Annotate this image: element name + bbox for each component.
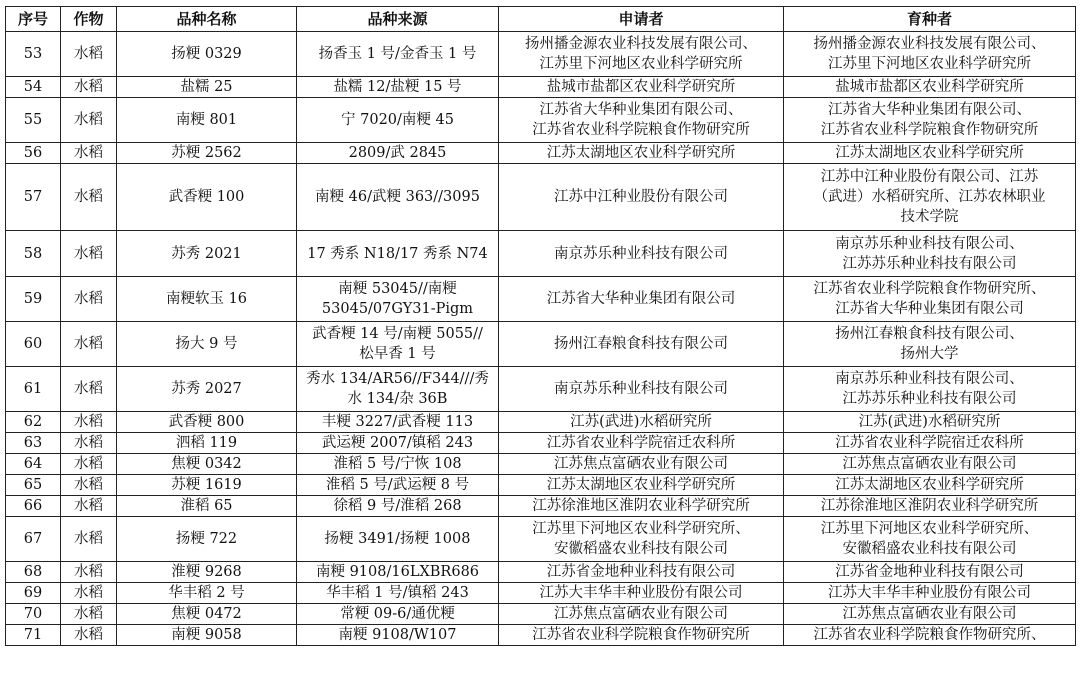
cell-no: 59 (6, 277, 61, 322)
cell-no: 58 (6, 231, 61, 277)
table-body (6, 32, 1076, 646)
cell-variety-source (297, 322, 499, 367)
table-row (6, 231, 1076, 277)
cell-applicant (499, 604, 784, 625)
cell-breeder-line: 江苏徐淮地区淮阴农业科学研究所 (820, 498, 1039, 514)
cell-breeder-line: 江苏省农业科学院粮食作物研究所、 (813, 281, 1046, 297)
cell-applicant (499, 164, 784, 231)
table-row (6, 496, 1076, 517)
cell-variety-name: 扬大 9 号 (117, 322, 297, 367)
cell-variety-name: 南粳软玉 16 (117, 277, 297, 322)
cell-applicant (499, 367, 784, 412)
cell-variety-source (297, 98, 499, 143)
cell-breeder (784, 454, 1076, 475)
cell-variety-name: 苏秀 2021 (117, 231, 297, 277)
cell-breeder-line: 江苏太湖地区农业科学研究所 (835, 145, 1024, 161)
cell-variety-source (297, 164, 499, 231)
cell-no: 68 (6, 562, 61, 583)
cell-variety-source (297, 583, 499, 604)
cell-breeder (784, 625, 1076, 646)
cell-breeder (784, 433, 1076, 454)
table-row (6, 143, 1076, 164)
header-breeder: 育种者 (784, 7, 1076, 32)
cell-applicant-line: 江苏焦点富硒农业有限公司 (554, 456, 728, 472)
cell-breeder (784, 143, 1076, 164)
cell-applicant (499, 143, 784, 164)
cell-breeder (784, 475, 1076, 496)
cell-applicant-line: 江苏省大华种业集团有限公司、 (539, 102, 743, 118)
cell-breeder (784, 562, 1076, 583)
cell-applicant (499, 322, 784, 367)
cell-variety-source (297, 517, 499, 562)
cell-crop: 水稻 (61, 412, 117, 433)
header-variety-source: 品种来源 (297, 7, 499, 32)
variety-table-sheet (5, 6, 1076, 646)
cell-variety-source (297, 625, 499, 646)
cell-variety-source-line: 53045/07GY31-Pigm (321, 301, 474, 317)
cell-breeder-line: 安徽稻盛农业科技有限公司 (842, 541, 1017, 557)
cell-crop: 水稻 (61, 604, 117, 625)
cell-no: 54 (6, 77, 61, 98)
cell-breeder (784, 496, 1076, 517)
cell-breeder-line: 江苏中江种业股份有限公司、江苏 (820, 169, 1039, 185)
cell-crop: 水稻 (61, 433, 117, 454)
cell-variety-source (297, 475, 499, 496)
header-variety-name: 品种名称 (117, 7, 297, 32)
cell-applicant-line: 江苏焦点富硒农业有限公司 (554, 606, 728, 622)
cell-applicant-line: 江苏(武进)水稻研究所 (570, 414, 712, 430)
cell-breeder-line: 江苏苏乐种业科技有限公司 (842, 255, 1017, 272)
cell-applicant-line: 南京苏乐种业科技有限公司 (554, 381, 728, 397)
cell-breeder (784, 517, 1076, 562)
cell-no: 56 (6, 143, 61, 164)
cell-variety-name: 扬粳 722 (117, 517, 297, 562)
cell-variety-source (297, 367, 499, 412)
table-row (6, 164, 1076, 231)
cell-variety-source (297, 562, 499, 583)
cell-variety-name: 焦粳 0472 (117, 604, 297, 625)
cell-breeder (784, 412, 1076, 433)
cell-variety-name: 焦粳 0342 (117, 454, 297, 475)
cell-crop: 水稻 (61, 32, 117, 77)
cell-applicant (499, 412, 784, 433)
cell-variety-source-line: 盐糯 12/盐粳 15 号 (333, 79, 462, 95)
cell-applicant-line: 江苏省农业科学院粮食作物研究所 (532, 627, 750, 643)
cell-no: 70 (6, 604, 61, 625)
cell-applicant (499, 433, 784, 454)
cell-variety-source-line: 常粳 09-6/通优粳 (340, 606, 455, 622)
cell-breeder-line: 江苏苏乐种业科技有限公司 (842, 391, 1017, 407)
cell-applicant-line: 扬州播金源农业科技发展有限公司、 (525, 36, 757, 52)
cell-breeder (784, 277, 1076, 322)
table-row (6, 98, 1076, 143)
table-row (6, 433, 1076, 454)
cell-variety-name: 南粳 9058 (117, 625, 297, 646)
cell-breeder-line: 南京苏乐种业科技有限公司、 (835, 235, 1024, 252)
cell-applicant (499, 231, 784, 277)
cell-breeder-line: 江苏省大华种业集团有限公司、 (828, 102, 1031, 118)
cell-crop: 水稻 (61, 77, 117, 98)
table-row (6, 32, 1076, 77)
cell-no: 57 (6, 164, 61, 231)
cell-variety-source-line: 宁 7020/南粳 45 (341, 112, 454, 128)
cell-applicant-line: 江苏大丰华丰种业股份有限公司 (539, 585, 743, 601)
cell-variety-name: 苏秀 2027 (117, 367, 297, 412)
cell-crop: 水稻 (61, 231, 117, 277)
cell-variety-source (297, 412, 499, 433)
cell-applicant-line: 江苏徐淮地区淮阴农业科学研究所 (532, 498, 750, 514)
cell-crop: 水稻 (61, 367, 117, 412)
header-row (6, 7, 1076, 32)
table-row (6, 77, 1076, 98)
cell-variety-source (297, 496, 499, 517)
table-row (6, 517, 1076, 562)
cell-variety-name: 南粳 801 (117, 98, 297, 143)
cell-breeder (784, 77, 1076, 98)
cell-breeder-line: 江苏省农业科学院粮食作物研究所、 (813, 627, 1046, 643)
cell-applicant (499, 583, 784, 604)
cell-breeder (784, 367, 1076, 412)
cell-applicant-line: 江苏省金地种业科技有限公司 (546, 564, 736, 580)
cell-applicant-line: 江苏太湖地区农业科学研究所 (546, 145, 736, 161)
cell-applicant-line: 江苏里下河地区农业科学研究所、 (532, 521, 750, 537)
cell-variety-source (297, 604, 499, 625)
cell-breeder (784, 604, 1076, 625)
cell-no: 60 (6, 322, 61, 367)
cell-applicant-line: 安徽稻盛农业科技有限公司 (554, 541, 728, 557)
header-crop: 作物 (61, 7, 117, 32)
table-row (6, 454, 1076, 475)
cell-applicant (499, 77, 784, 98)
cell-breeder (784, 98, 1076, 143)
cell-applicant (499, 454, 784, 475)
cell-variety-name: 武香粳 800 (117, 412, 297, 433)
table-row (6, 562, 1076, 583)
cell-no: 55 (6, 98, 61, 143)
cell-crop: 水稻 (61, 143, 117, 164)
cell-breeder-line: 南京苏乐种业科技有限公司、 (835, 371, 1024, 387)
cell-breeder-line: 江苏省金地种业科技有限公司 (835, 564, 1024, 580)
cell-breeder (784, 322, 1076, 367)
cell-breeder-line: 江苏里下河地区农业科学研究所 (828, 56, 1031, 72)
cell-variety-source-line: 秀水 134/AR56//F344///秀 (306, 371, 489, 387)
cell-crop: 水稻 (61, 496, 117, 517)
cell-variety-source (297, 77, 499, 98)
cell-breeder-line: 扬州播金源农业科技发展有限公司、 (813, 36, 1046, 52)
cell-variety-name: 武香粳 100 (117, 164, 297, 231)
cell-variety-source-line: 水 134/杂 36B (347, 391, 448, 407)
cell-variety-source-line: 南粳 53045//南粳 (338, 281, 457, 297)
table-row (6, 277, 1076, 322)
cell-variety-source-line: 淮稻 5 号/武运粳 8 号 (325, 477, 470, 493)
cell-variety-name: 苏粳 2562 (117, 143, 297, 164)
cell-no: 53 (6, 32, 61, 77)
cell-breeder (784, 583, 1076, 604)
cell-variety-name: 淮粳 9268 (117, 562, 297, 583)
cell-variety-source-line: 2809/武 2845 (348, 145, 447, 161)
cell-breeder-line: 江苏太湖地区农业科学研究所 (835, 477, 1024, 493)
cell-breeder (784, 32, 1076, 77)
cell-applicant (499, 98, 784, 143)
cell-breeder-line: 江苏焦点富硒农业有限公司 (842, 456, 1017, 472)
cell-applicant-line: 江苏省农业科学院粮食作物研究所 (532, 122, 750, 138)
table-row (6, 412, 1076, 433)
cell-breeder-line: 江苏省农业科学院宿迁农科所 (835, 435, 1024, 451)
cell-breeder-line: 江苏大丰华丰种业股份有限公司 (828, 585, 1031, 601)
cell-applicant (499, 277, 784, 322)
cell-breeder-line: 江苏省大华种业集团有限公司 (835, 301, 1024, 317)
cell-applicant (499, 475, 784, 496)
cell-variety-source-line: 南粳 9108/16LXBR686 (315, 564, 480, 580)
cell-applicant-line: 江苏省大华种业集团有限公司 (546, 291, 736, 307)
cell-applicant (499, 562, 784, 583)
cell-crop: 水稻 (61, 98, 117, 143)
cell-variety-source-line: 武香粳 14 号/南粳 5055// (312, 326, 483, 342)
cell-crop: 水稻 (61, 454, 117, 475)
cell-no: 64 (6, 454, 61, 475)
cell-applicant (499, 517, 784, 562)
cell-variety-source (297, 32, 499, 77)
cell-no: 62 (6, 412, 61, 433)
cell-variety-name: 淮稻 65 (117, 496, 297, 517)
variety-table (5, 6, 1076, 646)
cell-variety-source-line: 南粳 9108/W107 (338, 627, 457, 643)
cell-breeder-line: 江苏省农业科学院粮食作物研究所 (820, 122, 1039, 138)
cell-variety-source-line: 丰粳 3227/武香粳 113 (321, 414, 474, 430)
cell-breeder-line: 扬州江春粮食科技有限公司、 (835, 326, 1024, 342)
cell-no: 69 (6, 583, 61, 604)
cell-breeder-line: 技术学院 (900, 209, 959, 225)
table-row (6, 625, 1076, 646)
cell-breeder-line: （武进）水稻研究所、江苏农林职业 (813, 189, 1046, 205)
cell-crop: 水稻 (61, 517, 117, 562)
table-row (6, 604, 1076, 625)
cell-variety-source-line: 武运粳 2007/镇稻 243 (321, 435, 474, 451)
cell-variety-source-line: 华丰稻 1 号/镇稻 243 (326, 585, 469, 601)
cell-variety-source-line: 扬香玉 1 号/金香玉 1 号 (318, 46, 477, 62)
cell-variety-source (297, 454, 499, 475)
cell-breeder (784, 164, 1076, 231)
cell-breeder (784, 231, 1076, 277)
cell-variety-source-line: 扬粳 3491/扬粳 1008 (324, 531, 471, 547)
cell-no: 63 (6, 433, 61, 454)
cell-breeder-line: 扬州大学 (900, 346, 959, 362)
table-row (6, 322, 1076, 367)
cell-breeder-line: 江苏里下河地区农业科学研究所、 (820, 521, 1039, 537)
cell-applicant (499, 32, 784, 77)
cell-crop: 水稻 (61, 625, 117, 646)
cell-applicant-line: 江苏里下河地区农业科学研究所 (539, 56, 743, 72)
cell-variety-source-line: 松早香 1 号 (359, 346, 436, 362)
table-row (6, 475, 1076, 496)
cell-variety-source-line: 17 秀系 N18/17 秀系 N74 (307, 245, 488, 262)
cell-variety-name: 扬粳 0329 (117, 32, 297, 77)
cell-crop: 水稻 (61, 475, 117, 496)
cell-breeder-line: 江苏焦点富硒农业有限公司 (842, 606, 1017, 622)
cell-applicant-line: 盐城市盐都区农业科学研究所 (546, 79, 736, 95)
cell-crop: 水稻 (61, 583, 117, 604)
header-no: 序号 (6, 7, 61, 32)
cell-variety-name: 泗稻 119 (117, 433, 297, 454)
cell-breeder-line: 盐城市盐都区农业科学研究所 (835, 79, 1024, 95)
cell-applicant (499, 625, 784, 646)
cell-crop: 水稻 (61, 164, 117, 231)
cell-applicant (499, 496, 784, 517)
cell-variety-name: 华丰稻 2 号 (117, 583, 297, 604)
cell-variety-source-line: 淮稻 5 号/宁恢 108 (333, 456, 462, 472)
cell-variety-source (297, 277, 499, 322)
cell-variety-source-line: 南粳 46/武粳 363//3095 (315, 189, 480, 205)
table-row (6, 583, 1076, 604)
cell-applicant-line: 扬州江春粮食科技有限公司 (554, 336, 728, 352)
cell-variety-source (297, 143, 499, 164)
cell-variety-source-line: 徐稻 9 号/淮稻 268 (333, 498, 462, 514)
cell-no: 61 (6, 367, 61, 412)
table-row (6, 367, 1076, 412)
cell-breeder-line: 江苏(武进)水稻研究所 (858, 414, 1001, 430)
cell-variety-source (297, 433, 499, 454)
cell-variety-source (297, 231, 499, 277)
cell-variety-name: 苏粳 1619 (117, 475, 297, 496)
cell-variety-name: 盐糯 25 (117, 77, 297, 98)
cell-no: 67 (6, 517, 61, 562)
cell-crop: 水稻 (61, 562, 117, 583)
cell-no: 65 (6, 475, 61, 496)
cell-applicant-line: 江苏太湖地区农业科学研究所 (546, 477, 736, 493)
cell-crop: 水稻 (61, 277, 117, 322)
cell-applicant-line: 南京苏乐种业科技有限公司 (554, 245, 728, 262)
cell-crop: 水稻 (61, 322, 117, 367)
cell-applicant-line: 江苏省农业科学院宿迁农科所 (546, 435, 736, 451)
header-applicant: 申请者 (499, 7, 784, 32)
cell-applicant-line: 江苏中江种业股份有限公司 (554, 189, 728, 205)
cell-no: 66 (6, 496, 61, 517)
cell-no: 71 (6, 625, 61, 646)
